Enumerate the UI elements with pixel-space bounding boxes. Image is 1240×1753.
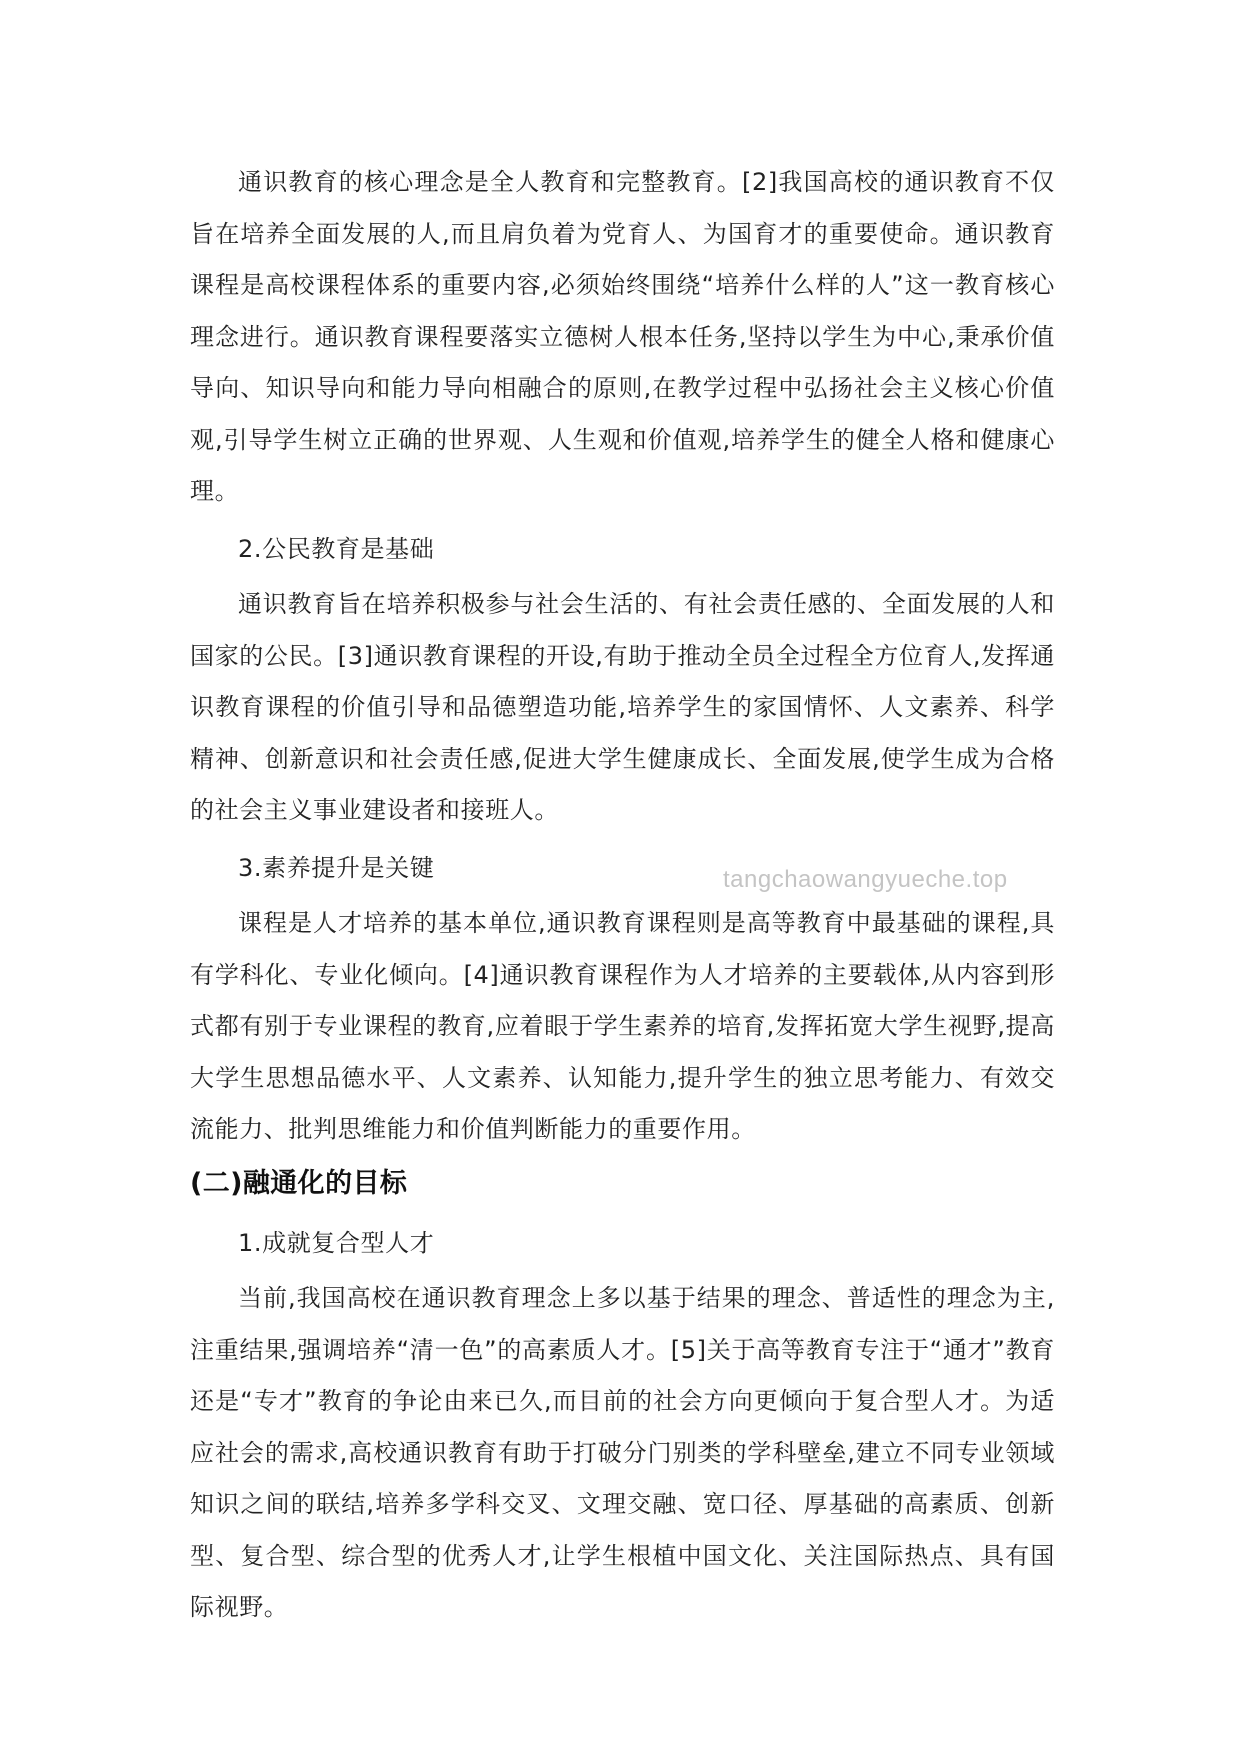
- paragraph-compound-talent: 当前,我国高校在通识教育理念上多以基于结果的理念、普适性的理念为主,注重结果,强调培养“清一色”的高素质人才。[5]关于高等教育专注于“通才”教育还是“专才”教育的争论由来已久,而目前的社会方向更倾向于复合型人才。为适应社会的需求,高校通识教育有助于打破分门别类的学科壁垒,建立不同专业领域知识之间的联结,培养多学科交叉、文理交融、宽口径、厚基础的高素质、创新型、复合型、综合型的优秀人才,让学生根植中国文化、关注国际热点、具有国际视野。: [190, 1284, 1055, 1621]
- paragraph-civic-education: 通识教育旨在培养积极参与社会生活的、有社会责任感的、全面发展的人和国家的公民。[3]通识教育课程的开设,有助于推动全员全过程全方位育人,发挥通识教育课程的价值引导和品德塑造功能,培养学生的家国情怀、人文素养、科学精神、创新意识和社会责任感,促进大学生健康成长、全面发展,使学生成为合格的社会主义事业建设者和接班人。: [190, 590, 1055, 824]
- subheading-literacy-improvement: 3.素养提升是关键: [238, 853, 435, 882]
- subheading-civic-education: 2.公民教育是基础: [238, 534, 435, 563]
- subheading-compound-talent: 1.成就复合型人才: [238, 1228, 435, 1257]
- watermark-text: tangchaowangyueche.top: [723, 866, 1008, 893]
- section-heading-integration-goals: (二)融通化的目标: [190, 1167, 408, 1199]
- paragraph-literacy-improvement: 课程是人才培养的基本单位,通识教育课程则是高等教育中最基础的课程,具有学科化、专业化倾向。[4]通识教育课程作为人才培养的主要载体,从内容到形式都有别于专业课程的教育,应着眼于学生素养的培育,发挥拓宽大学生视野,提高大学生思想品德水平、人文素养、认知能力,提升学生的独立思考能力、有效交流能力、批判思维能力和价值判断能力的重要作用。: [190, 909, 1055, 1143]
- document-body: [190, 157, 1055, 1634]
- paragraph-core-concept: 通识教育的核心理念是全人教育和完整教育。[2]我国高校的通识教育不仅旨在培养全面发展的人,而且肩负着为党育人、为国育才的重要使命。通识教育课程是高校课程体系的重要内容,必须始终围绕“培养什么样的人”这一教育核心理念进行。通识教育课程要落实立德树人根本任务,坚持以学生为中心,秉承价值导向、知识导向和能力导向相融合的原则,在教学过程中弘扬社会主义核心价值观,引导学生树立正确的世界观、人生观和价值观,培养学生的健全人格和健康心理。: [190, 168, 1055, 505]
